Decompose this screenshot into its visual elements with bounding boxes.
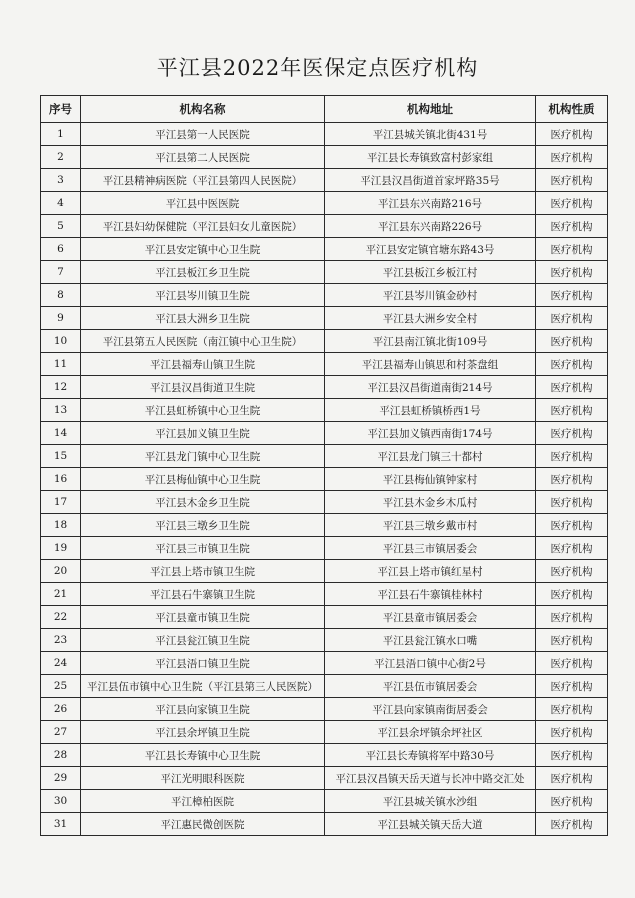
institution-name: 平江县童市镇卫生院 [81,606,325,629]
row-number: 16 [41,468,81,491]
institution-type: 医疗机构 [536,261,608,284]
institution-address: 平江县瓮江镇水口嘴 [325,629,536,652]
institution-name: 平江县岑川镇卫生院 [81,284,325,307]
row-number: 29 [41,767,81,790]
institution-name: 平江县福寿山镇卫生院 [81,353,325,376]
table-header-row [41,96,608,123]
institution-name: 平江县第二人民医院 [81,146,325,169]
institution-address: 平江县石牛寨镇桂林村 [325,583,536,606]
institution-address: 平江县板江乡板江村 [325,261,536,284]
institution-type: 医疗机构 [536,123,608,146]
table-row [41,215,608,238]
row-number: 12 [41,376,81,399]
institution-name: 平江县龙门镇中心卫生院 [81,445,325,468]
institution-name: 平江县第五人民医院（南江镇中心卫生院） [81,330,325,353]
table-row [41,123,608,146]
row-number: 27 [41,721,81,744]
table-row [41,606,608,629]
institution-type: 医疗机构 [536,629,608,652]
row-number: 21 [41,583,81,606]
header-type: 机构性质 [536,96,608,123]
row-number: 26 [41,698,81,721]
institution-type: 医疗机构 [536,744,608,767]
institution-type: 医疗机构 [536,583,608,606]
institution-address: 平江县福寿山镇思和村茶盘组 [325,353,536,376]
row-number: 2 [41,146,81,169]
institution-name: 平江县长寿镇中心卫生院 [81,744,325,767]
institution-name: 平江惠民微创医院 [81,813,325,836]
institution-address: 平江县城关镇天岳大道 [325,813,536,836]
institution-type: 医疗机构 [536,813,608,836]
table-row [41,675,608,698]
institution-name: 平江县汉昌街道卫生院 [81,376,325,399]
table-row [41,445,608,468]
table-row [41,330,608,353]
institution-address: 平江县三市镇居委会 [325,537,536,560]
page-title: 平江县2022年医保定点医疗机构 [156,56,479,80]
institution-address: 平江县长寿镇致富村彭家组 [325,146,536,169]
table-row [41,744,608,767]
institution-address: 平江县城关镇北街431号 [325,123,536,146]
institution-address: 平江县浯口镇中心街2号 [325,652,536,675]
institution-type: 医疗机构 [536,422,608,445]
institution-type: 医疗机构 [536,376,608,399]
institution-name: 平江县上塔市镇卫生院 [81,560,325,583]
institution-name: 平江县伍市镇中心卫生院（平江县第三人民医院） [81,675,325,698]
row-number: 28 [41,744,81,767]
institution-name: 平江县余坪镇卫生院 [81,721,325,744]
institution-name: 平江县向家镇卫生院 [81,698,325,721]
table-row [41,261,608,284]
institution-name: 平江县梅仙镇中心卫生院 [81,468,325,491]
table-row [41,238,608,261]
institution-address: 平江县童市镇居委会 [325,606,536,629]
table-row [41,537,608,560]
row-number: 4 [41,192,81,215]
table-row [41,491,608,514]
row-number: 9 [41,307,81,330]
row-number: 23 [41,629,81,652]
institution-type: 医疗机构 [536,169,608,192]
row-number: 30 [41,790,81,813]
institution-name: 平江县瓮江镇卫生院 [81,629,325,652]
header-no: 序号 [41,96,81,123]
institution-type: 医疗机构 [536,146,608,169]
institution-name: 平江县三墩乡卫生院 [81,514,325,537]
institution-type: 医疗机构 [536,330,608,353]
row-number: 20 [41,560,81,583]
row-number: 1 [41,123,81,146]
institution-type: 医疗机构 [536,468,608,491]
table-row [41,353,608,376]
institution-name: 平江县中医医院 [81,192,325,215]
institution-address: 平江县南江镇北街109号 [325,330,536,353]
table-row [41,169,608,192]
institution-type: 医疗机构 [536,399,608,422]
institution-type: 医疗机构 [536,192,608,215]
institution-type: 医疗机构 [536,238,608,261]
institution-address: 平江县向家镇南街居委会 [325,698,536,721]
row-number: 14 [41,422,81,445]
institution-name: 平江县大洲乡卫生院 [81,307,325,330]
table-row [41,422,608,445]
table-row [41,399,608,422]
institution-type: 医疗机构 [536,698,608,721]
institution-type: 医疗机构 [536,675,608,698]
institution-name: 平江县木金乡卫生院 [81,491,325,514]
institution-address: 平江县梅仙镇钟家村 [325,468,536,491]
row-number: 13 [41,399,81,422]
institution-type: 医疗机构 [536,790,608,813]
institution-name: 平江县安定镇中心卫生院 [81,238,325,261]
institution-type: 医疗机构 [536,353,608,376]
table-row [41,560,608,583]
institution-type: 医疗机构 [536,491,608,514]
institution-type: 医疗机构 [536,537,608,560]
row-number: 10 [41,330,81,353]
table-row [41,583,608,606]
table-row [41,629,608,652]
institution-name: 平江县第一人民医院 [81,123,325,146]
institution-address: 平江县余坪镇余坪社区 [325,721,536,744]
institution-address: 平江县汉昌街道南街214号 [325,376,536,399]
row-number: 24 [41,652,81,675]
institution-type: 医疗机构 [536,307,608,330]
institution-name: 平江县妇幼保健院（平江县妇女儿童医院） [81,215,325,238]
institution-name: 平江县加义镇卫生院 [81,422,325,445]
institution-name: 平江县三市镇卫生院 [81,537,325,560]
institution-address: 平江县东兴南路226号 [325,215,536,238]
institution-address: 平江县龙门镇三十都村 [325,445,536,468]
table-row [41,307,608,330]
institution-type: 医疗机构 [536,215,608,238]
row-number: 3 [41,169,81,192]
institution-address: 平江县大洲乡安全村 [325,307,536,330]
institution-address: 平江县东兴南路216号 [325,192,536,215]
institution-type: 医疗机构 [536,445,608,468]
institution-name: 平江县板江乡卫生院 [81,261,325,284]
table-row [41,376,608,399]
institution-address: 平江县汉昌街道首家坪路35号 [325,169,536,192]
row-number: 5 [41,215,81,238]
institution-address: 平江县汉昌镇天岳天道与长冲中路交汇处 [325,767,536,790]
institution-type: 医疗机构 [536,606,608,629]
institution-type: 医疗机构 [536,767,608,790]
header-name: 机构名称 [81,96,325,123]
institution-address: 平江县加义镇西南街174号 [325,422,536,445]
institution-table [40,95,608,836]
institution-address: 平江县虹桥镇桥西1号 [325,399,536,422]
institution-address: 平江县伍市镇居委会 [325,675,536,698]
institution-address: 平江县长寿镇将军中路30号 [325,744,536,767]
table-row [41,790,608,813]
row-number: 15 [41,445,81,468]
institution-name: 平江光明眼科医院 [81,767,325,790]
row-number: 7 [41,261,81,284]
institution-address: 平江县安定镇官塘东路43号 [325,238,536,261]
institution-address: 平江县上塔市镇红星村 [325,560,536,583]
table-row [41,192,608,215]
table-row [41,813,608,836]
table-row [41,767,608,790]
table-row [41,284,608,307]
institution-name: 平江樟柏医院 [81,790,325,813]
institution-type: 医疗机构 [536,560,608,583]
row-number: 31 [41,813,81,836]
row-number: 6 [41,238,81,261]
institution-type: 医疗机构 [536,284,608,307]
institution-address: 平江县岑川镇金砂村 [325,284,536,307]
row-number: 19 [41,537,81,560]
table-row [41,652,608,675]
institution-address: 平江县三墩乡戴市村 [325,514,536,537]
institution-address: 平江县木金乡木瓜村 [325,491,536,514]
header-address: 机构地址 [325,96,536,123]
institution-name: 平江县虹桥镇中心卫生院 [81,399,325,422]
table-row [41,698,608,721]
institution-type: 医疗机构 [536,721,608,744]
institution-name: 平江县石牛寨镇卫生院 [81,583,325,606]
table-row [41,146,608,169]
table-body [41,123,608,836]
row-number: 11 [41,353,81,376]
institution-name: 平江县浯口镇卫生院 [81,652,325,675]
table-row [41,514,608,537]
table-row [41,721,608,744]
institution-type: 医疗机构 [536,514,608,537]
institution-name: 平江县精神病医院（平江县第四人民医院） [81,169,325,192]
row-number: 25 [41,675,81,698]
table-row [41,468,608,491]
row-number: 22 [41,606,81,629]
row-number: 17 [41,491,81,514]
row-number: 18 [41,514,81,537]
institution-type: 医疗机构 [536,652,608,675]
row-number: 8 [41,284,81,307]
institution-address: 平江县城关镇水沙组 [325,790,536,813]
